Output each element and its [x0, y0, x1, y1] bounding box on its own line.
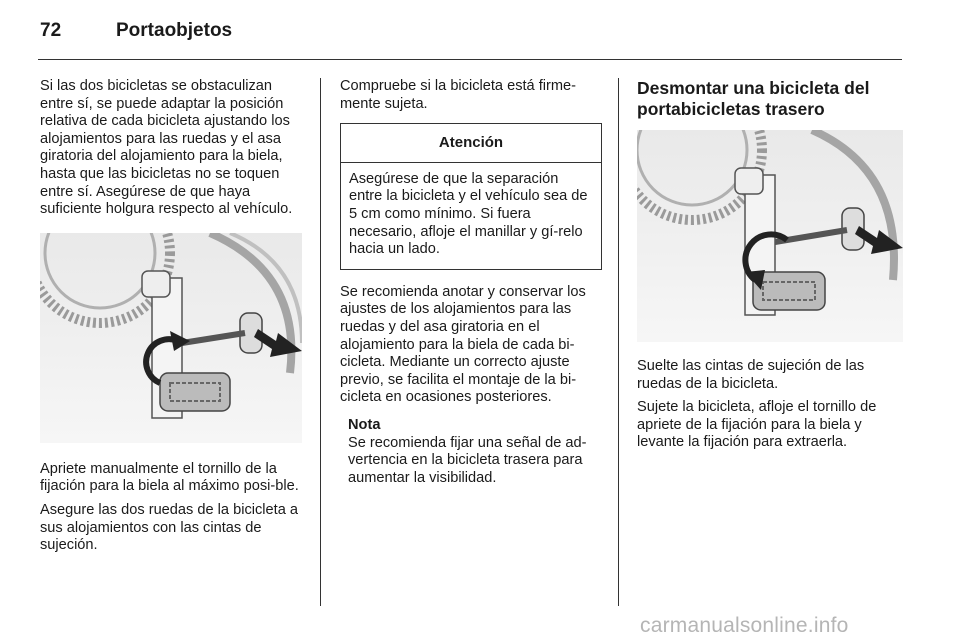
- column-2: [340, 78, 602, 487]
- note-block: [348, 417, 602, 487]
- column-1: [40, 78, 302, 561]
- col1-paragraph-1: Si las dos bicicletas se obstaculizan entre sí, se puede adaptar la posición relativa de cada bicicleta ajustando los alojamientos para las ruedas y el asa giratoria del alojamiento para la biela, hasta que las bicicletas no se toquen entre sí. Asegúrese de que haya suficiente holgura respecto al vehículo.: [40, 78, 293, 218]
- page-header: [40, 20, 232, 42]
- column-divider-1: [320, 78, 321, 606]
- column-divider-2: [618, 78, 619, 606]
- col3-paragraph-1: Suelte las cintas de sujeción de las ruedas de la bicicleta.: [637, 358, 865, 392]
- section-heading: Desmontar una bicicleta del portabicicletas trasero: [637, 78, 870, 119]
- page-number: 72: [40, 20, 62, 41]
- header-rule: [38, 59, 902, 60]
- column-3: [637, 78, 903, 458]
- warning-title: Atención: [341, 124, 601, 163]
- page-title: Portaobjetos: [116, 20, 233, 41]
- warning-box: [340, 123, 602, 270]
- col1-paragraph-2: Apriete manualmente el tornillo de la fijación para la biela al máximo posi-ble.: [40, 460, 299, 495]
- col2-paragraph-1: Compruebe si la bicicleta está firme-mente sujeta.: [340, 78, 577, 112]
- crank-fixing-illustration: [40, 233, 302, 443]
- removal-illustration: [637, 130, 903, 342]
- col2-paragraph-2: Se recomienda anotar y conservar los ajustes de los alojamientos para las ruedas y del asa giratoria en el alojamiento para la biela de cada bi-cicleta. Mediante un correcto ajuste previo, se facilita el montaje de la bi-cicleta en ocasiones posteriores.: [340, 283, 586, 406]
- note-body: Se recomienda fijar una señal de ad-vertencia en la bicicleta trasera para aumentar la visibilidad.: [348, 434, 587, 486]
- col3-paragraph-2: Sujete la bicicleta, afloje el tornillo de apriete de la fijación para la biela y levante la fijación para extraerla.: [637, 399, 877, 451]
- note-title: Nota: [348, 416, 381, 433]
- warning-body: Asegúrese de que la separación entre la bicicleta y el vehículo sea de 5 cm como mínimo. Si fuera necesario, afloje el manillar y gí-relo hacia un lado.: [349, 170, 588, 258]
- col1-paragraph-3: Asegure las dos ruedas de la bicicleta a sus alojamientos con las cintas de sujeción.: [40, 501, 298, 554]
- site-watermark: carmanualsonline.info: [640, 614, 849, 637]
